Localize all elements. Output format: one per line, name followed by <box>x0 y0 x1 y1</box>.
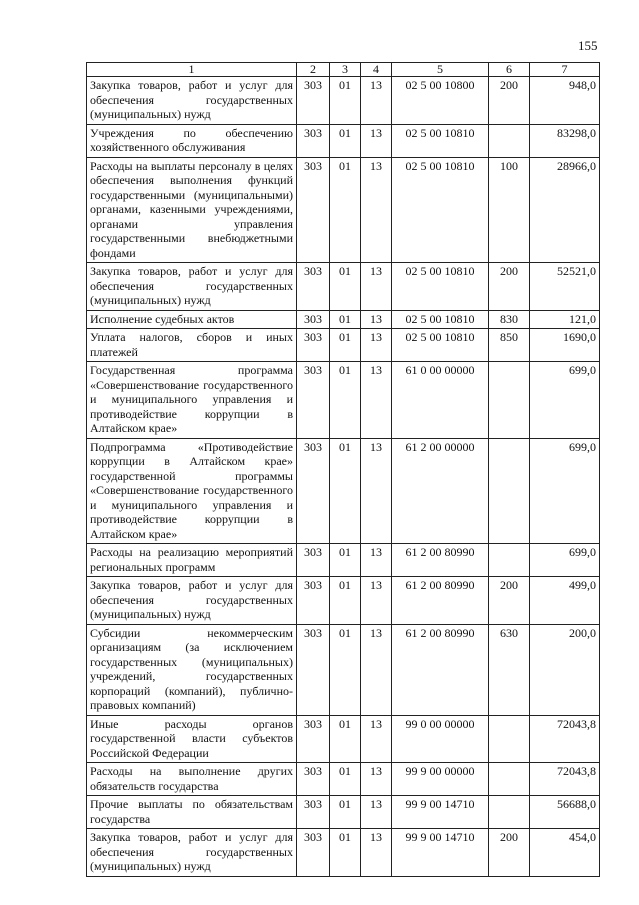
expense-type-cell <box>489 362 530 439</box>
subsection-code-cell: 13 <box>361 77 392 125</box>
section-code-cell: 01 <box>330 763 361 796</box>
amount-cell: 699,0 <box>530 362 600 439</box>
subsection-code-cell: 13 <box>361 715 392 763</box>
expense-name-cell: Прочие выплаты по обязательствам государства <box>87 796 297 829</box>
amount-cell: 454,0 <box>530 829 600 877</box>
expense-type-cell: 200 <box>489 263 530 311</box>
admin-code-cell: 303 <box>297 124 330 157</box>
subsection-code-cell: 13 <box>361 157 392 263</box>
column-header: 6 <box>489 63 530 77</box>
expense-type-cell: 100 <box>489 157 530 263</box>
table-body <box>87 77 600 877</box>
target-article-cell: 61 2 00 80990 <box>392 624 489 715</box>
admin-code-cell: 303 <box>297 362 330 439</box>
section-code-cell: 01 <box>330 362 361 439</box>
expense-name-cell: Подпрограмма «Противодействие коррупции в Алтайском крае» государственной программы «Совершенствование государственного и муниципального управления и противодействие коррупции в Алтайском крае» <box>87 438 297 544</box>
amount-cell: 56688,0 <box>530 796 600 829</box>
admin-code-cell: 303 <box>297 763 330 796</box>
expense-name-cell: Закупка товаров, работ и услуг для обеспечения государственных (муниципальных) нужд <box>87 263 297 311</box>
section-code-cell: 01 <box>330 310 361 329</box>
table-row <box>87 715 600 763</box>
target-article-cell: 61 2 00 80990 <box>392 577 489 625</box>
table-row <box>87 310 600 329</box>
expense-type-cell: 200 <box>489 77 530 125</box>
expense-name-cell: Закупка товаров, работ и услуг для обеспечения государственных (муниципальных) нужд <box>87 829 297 877</box>
expense-name-cell: Иные расходы органов государственной власти субъектов Российской Федерации <box>87 715 297 763</box>
section-code-cell: 01 <box>330 796 361 829</box>
expense-type-cell <box>489 715 530 763</box>
budget-table <box>86 62 600 877</box>
amount-cell: 948,0 <box>530 77 600 125</box>
target-article-cell: 99 9 00 00000 <box>392 763 489 796</box>
section-code-cell: 01 <box>330 829 361 877</box>
expense-name-cell: Расходы на выплаты персоналу в целях обеспечения выполнения функций государственными (муниципальными) органами, казенными учреждениями, органами управления государственными внебюджетными фондами <box>87 157 297 263</box>
admin-code-cell: 303 <box>297 263 330 311</box>
expense-type-cell <box>489 544 530 577</box>
target-article-cell: 02 5 00 10810 <box>392 157 489 263</box>
table-row <box>87 362 600 439</box>
section-code-cell: 01 <box>330 263 361 311</box>
column-header: 1 <box>87 63 297 77</box>
target-article-cell: 02 5 00 10810 <box>392 124 489 157</box>
expense-type-cell: 830 <box>489 310 530 329</box>
table-row <box>87 77 600 125</box>
subsection-code-cell: 13 <box>361 544 392 577</box>
admin-code-cell: 303 <box>297 577 330 625</box>
expense-type-cell: 200 <box>489 829 530 877</box>
expense-name-cell: Уплата налогов, сборов и иных платежей <box>87 329 297 362</box>
table-row <box>87 544 600 577</box>
target-article-cell: 02 5 00 10810 <box>392 310 489 329</box>
expense-type-cell: 850 <box>489 329 530 362</box>
admin-code-cell: 303 <box>297 438 330 544</box>
expense-name-cell: Закупка товаров, работ и услуг для обеспечения государственных (муниципальных) нужд <box>87 77 297 125</box>
table-row <box>87 438 600 544</box>
target-article-cell: 61 0 00 00000 <box>392 362 489 439</box>
expense-name-cell: Учреждения по обеспечению хозяйственного обслуживания <box>87 124 297 157</box>
section-code-cell: 01 <box>330 77 361 125</box>
target-article-cell: 99 0 00 00000 <box>392 715 489 763</box>
expense-type-cell: 200 <box>489 577 530 625</box>
amount-cell: 121,0 <box>530 310 600 329</box>
subsection-code-cell: 13 <box>361 124 392 157</box>
expense-name-cell: Расходы на выполнение других обязательств государства <box>87 763 297 796</box>
subsection-code-cell: 13 <box>361 624 392 715</box>
amount-cell: 699,0 <box>530 544 600 577</box>
column-header: 7 <box>530 63 600 77</box>
subsection-code-cell: 13 <box>361 263 392 311</box>
expense-type-cell <box>489 796 530 829</box>
amount-cell: 83298,0 <box>530 124 600 157</box>
table-row <box>87 577 600 625</box>
amount-cell: 52521,0 <box>530 263 600 311</box>
expense-type-cell: 630 <box>489 624 530 715</box>
amount-cell: 499,0 <box>530 577 600 625</box>
page-number: 155 <box>578 38 598 53</box>
amount-cell: 72043,8 <box>530 763 600 796</box>
amount-cell: 28966,0 <box>530 157 600 263</box>
admin-code-cell: 303 <box>297 796 330 829</box>
section-code-cell: 01 <box>330 157 361 263</box>
table-row <box>87 763 600 796</box>
admin-code-cell: 303 <box>297 715 330 763</box>
admin-code-cell: 303 <box>297 310 330 329</box>
target-article-cell: 61 2 00 80990 <box>392 544 489 577</box>
expense-name-cell: Исполнение судебных актов <box>87 310 297 329</box>
table-row <box>87 329 600 362</box>
admin-code-cell: 303 <box>297 329 330 362</box>
table-row <box>87 263 600 311</box>
table-row <box>87 796 600 829</box>
target-article-cell: 99 9 00 14710 <box>392 829 489 877</box>
expense-name-cell: Закупка товаров, работ и услуг для обеспечения государственных (муниципальных) нужд <box>87 577 297 625</box>
amount-cell: 1690,0 <box>530 329 600 362</box>
target-article-cell: 61 2 00 00000 <box>392 438 489 544</box>
section-code-cell: 01 <box>330 577 361 625</box>
expense-name-cell: Субсидии некоммерческим организациям (за исключением государственных (муниципальных) учреждений, государственных корпораций (компаний), публично-правовых компаний) <box>87 624 297 715</box>
section-code-cell: 01 <box>330 124 361 157</box>
section-code-cell: 01 <box>330 438 361 544</box>
subsection-code-cell: 13 <box>361 310 392 329</box>
expense-name-cell: Расходы на реализацию мероприятий региональных программ <box>87 544 297 577</box>
column-header: 2 <box>297 63 330 77</box>
target-article-cell: 02 5 00 10810 <box>392 263 489 311</box>
subsection-code-cell: 13 <box>361 438 392 544</box>
admin-code-cell: 303 <box>297 544 330 577</box>
expense-type-cell <box>489 763 530 796</box>
column-header: 3 <box>330 63 361 77</box>
section-code-cell: 01 <box>330 624 361 715</box>
subsection-code-cell: 13 <box>361 362 392 439</box>
column-header: 4 <box>361 63 392 77</box>
subsection-code-cell: 13 <box>361 763 392 796</box>
admin-code-cell: 303 <box>297 829 330 877</box>
expense-type-cell <box>489 124 530 157</box>
subsection-code-cell: 13 <box>361 796 392 829</box>
target-article-cell: 99 9 00 14710 <box>392 796 489 829</box>
section-code-cell: 01 <box>330 715 361 763</box>
amount-cell: 72043,8 <box>530 715 600 763</box>
section-code-cell: 01 <box>330 544 361 577</box>
subsection-code-cell: 13 <box>361 829 392 877</box>
admin-code-cell: 303 <box>297 157 330 263</box>
table-row <box>87 624 600 715</box>
table-row <box>87 157 600 263</box>
admin-code-cell: 303 <box>297 77 330 125</box>
subsection-code-cell: 13 <box>361 577 392 625</box>
section-code-cell: 01 <box>330 329 361 362</box>
target-article-cell: 02 5 00 10800 <box>392 77 489 125</box>
expense-type-cell <box>489 438 530 544</box>
amount-cell: 699,0 <box>530 438 600 544</box>
subsection-code-cell: 13 <box>361 329 392 362</box>
admin-code-cell: 303 <box>297 624 330 715</box>
table-row <box>87 829 600 877</box>
column-header: 5 <box>392 63 489 77</box>
table-row <box>87 124 600 157</box>
amount-cell: 200,0 <box>530 624 600 715</box>
expense-name-cell: Государственная программа «Совершенствование государственного и муниципального управления и противодействие коррупции в Алтайском крае» <box>87 362 297 439</box>
target-article-cell: 02 5 00 10810 <box>392 329 489 362</box>
header-row <box>87 63 600 77</box>
